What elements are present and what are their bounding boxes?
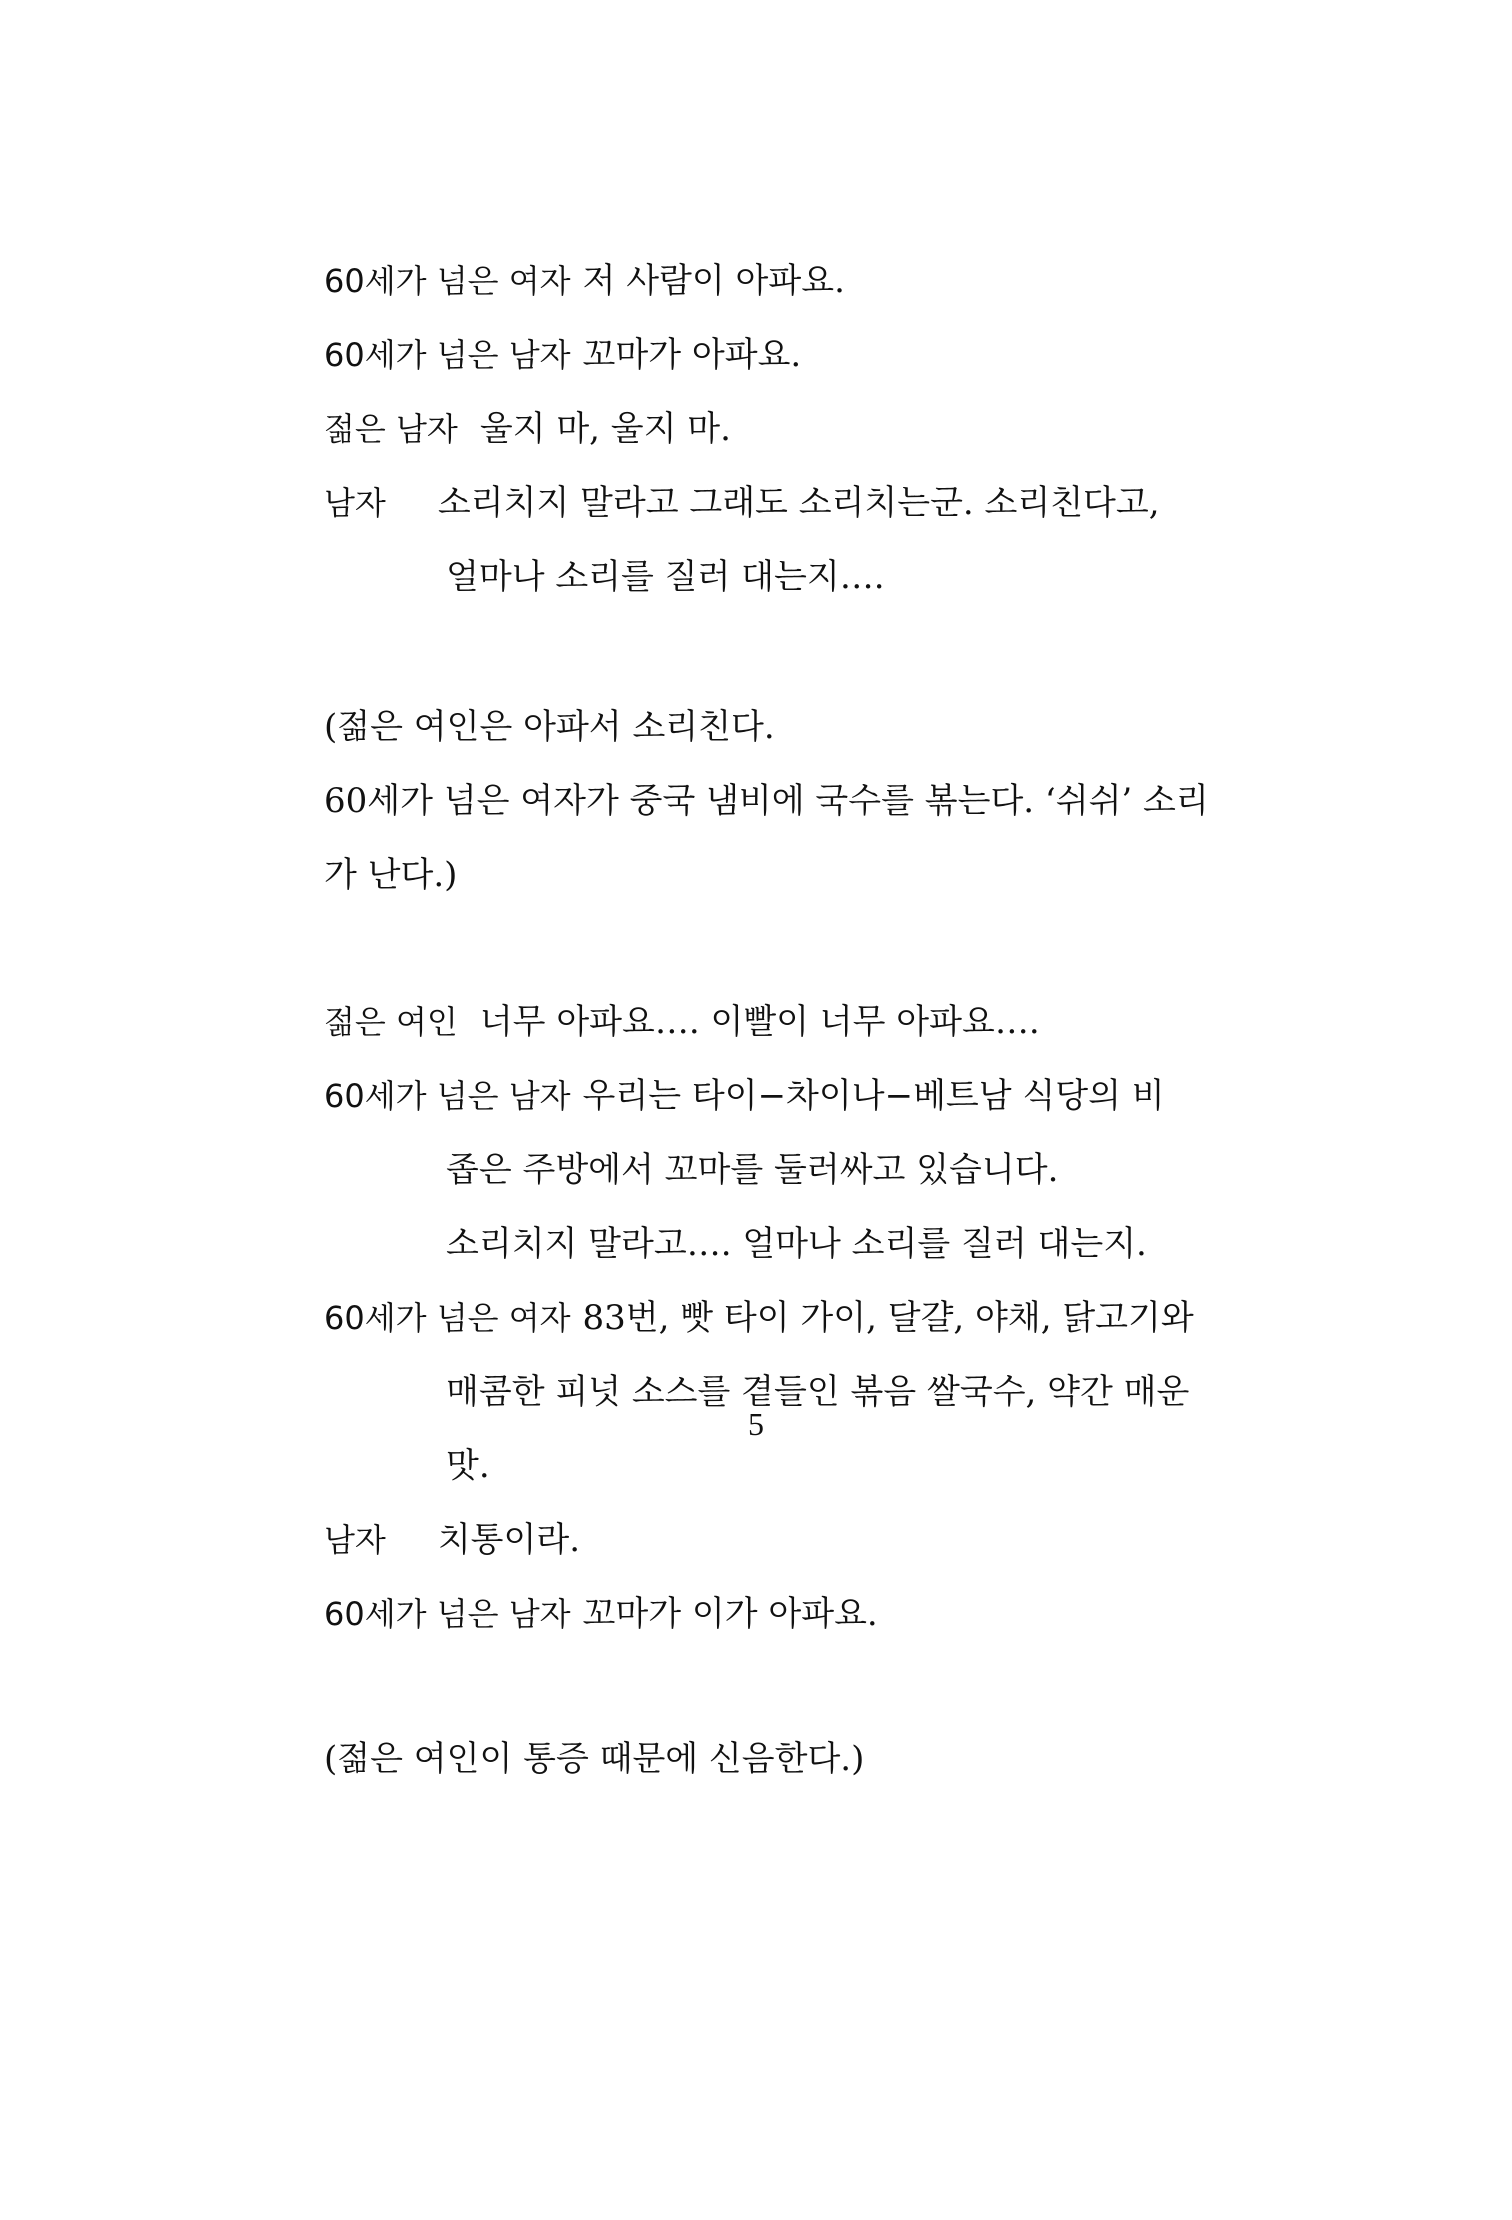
dialogue-line bbox=[324, 466, 1264, 540]
speaker-name: 남자 bbox=[324, 1521, 386, 1559]
dialogue-continuation: 맛. bbox=[446, 1446, 490, 1486]
dialogue-text: 꼬마가 이가 아파요. bbox=[582, 1594, 878, 1634]
dialogue-line bbox=[324, 985, 1264, 1059]
dialogue-text: 소리치지 말라고 그래도 소리치는군. 소리친다고, bbox=[437, 483, 1160, 523]
dialogue-continuation: 매콤한 피넛 소스를 곁들인 볶음 쌀국수, 약간 매운 bbox=[446, 1372, 1190, 1412]
script-body bbox=[324, 985, 1264, 1651]
dialogue-continuation: 좁은 주방에서 꼬마를 둘러싸고 있습니다. bbox=[446, 1150, 1059, 1190]
dialogue-text: 저 사람이 아파요. bbox=[582, 261, 845, 301]
dialogue-text: 너무 아파요…. 이빨이 너무 아파요…. bbox=[479, 1002, 1040, 1042]
dialogue-continuation: 소리치지 말라고…. 얼마나 소리를 질러 대는지. bbox=[446, 1224, 1147, 1264]
dialogue-line bbox=[324, 244, 1264, 318]
stage-direction bbox=[324, 1722, 1264, 1796]
dialogue-line bbox=[324, 318, 1264, 392]
speaker-name: 60세가 넘은 남자 bbox=[324, 1077, 571, 1115]
speaker-name: 남자 bbox=[324, 484, 386, 522]
dialogue-line bbox=[324, 1503, 1264, 1577]
speaker-name: 젊은 여인 bbox=[324, 1003, 458, 1041]
page-number: 5 bbox=[748, 1406, 764, 1442]
speaker-name: 60세가 넘은 남자 bbox=[324, 336, 571, 374]
dialogue-continuation: 얼마나 소리를 질러 대는지…. bbox=[446, 557, 885, 597]
dialogue-line bbox=[324, 1281, 1264, 1355]
dialogue-text: 꼬마가 아파요. bbox=[582, 335, 802, 375]
speaker-name: 60세가 넘은 여자 bbox=[324, 1299, 571, 1337]
script-body bbox=[324, 244, 1264, 614]
speaker-name: 60세가 넘은 남자 bbox=[324, 1595, 571, 1633]
speaker-name: 60세가 넘은 여자 bbox=[324, 262, 571, 300]
dialogue-text: 울지 마, 울지 마. bbox=[479, 409, 731, 449]
dialogue-text: 83번, 빳 타이 가이, 달걀, 야채, 닭고기와 bbox=[582, 1298, 1194, 1338]
stage-direction-line: (젊은 여인은 아파서 소리친다. bbox=[324, 707, 775, 747]
stage-direction-line: 가 난다.) bbox=[324, 855, 458, 895]
stage-direction-line: (젊은 여인이 통증 때문에 신음한다.) bbox=[324, 1739, 865, 1779]
speaker-name: 젊은 남자 bbox=[324, 410, 458, 448]
dialogue-text: 우리는 타이−차이나−베트남 식당의 비 bbox=[582, 1076, 1165, 1116]
dialogue-line bbox=[324, 392, 1264, 466]
dialogue-line bbox=[324, 1577, 1264, 1651]
dialogue-text: 치통이라. bbox=[437, 1520, 581, 1560]
dialogue-line bbox=[324, 1059, 1264, 1133]
stage-direction-line: 60세가 넘은 여자가 중국 냄비에 국수를 볶는다. ‘쉬쉬’ 소리 bbox=[324, 781, 1209, 821]
stage-direction bbox=[324, 690, 1264, 912]
